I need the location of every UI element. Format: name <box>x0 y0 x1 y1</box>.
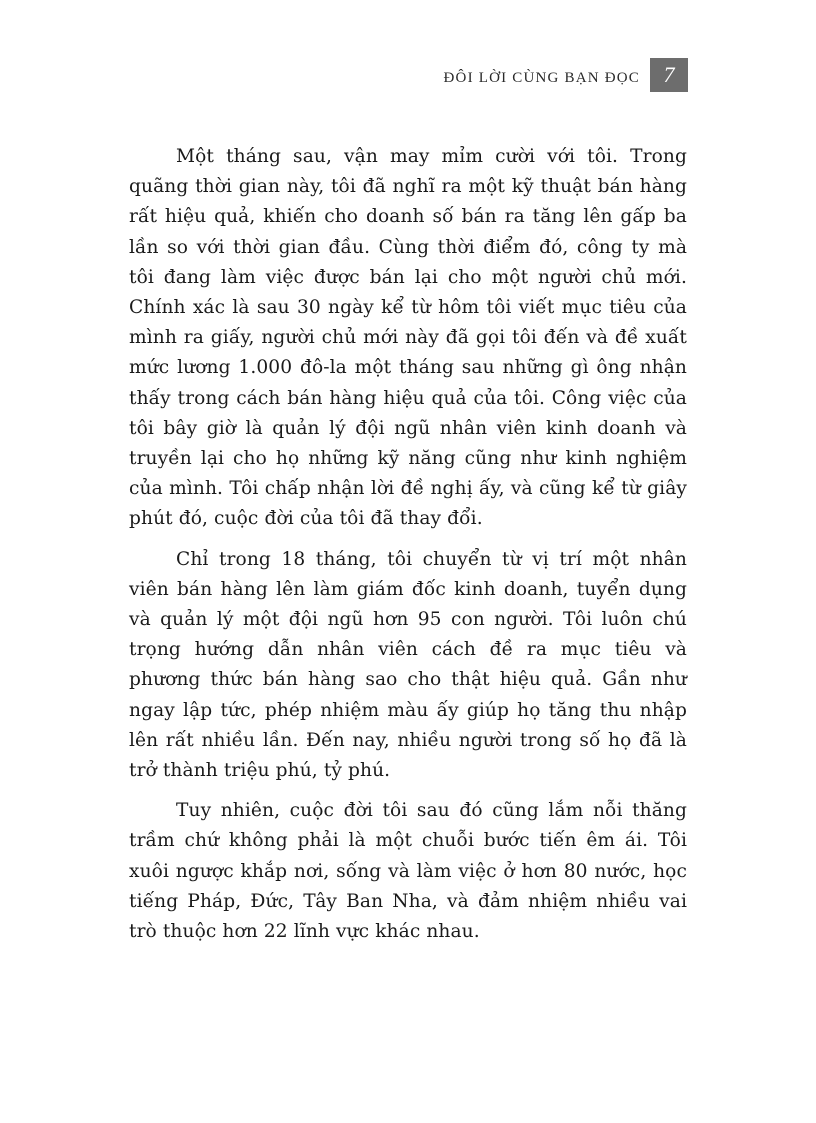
paragraph-3: Tuy nhiên, cuộc đời tôi sau đó cũng lắm nỗi thăng trầm chứ không phải là một chuỗi bước tiến êm ái. Tôi xuôi ngược khắp nơi, sống và làm việc ở hơn 80 nước, học tiếng Pháp, Đức, Tây Ban Nha, và đảm nhiệm nhiều vai trò thuộc hơn 22 lĩnh vực khác nhau. <box>129 800 687 943</box>
body-text <box>129 142 687 957</box>
running-title: ĐÔI LỜI CÙNG BẠN ĐỌC <box>443 69 640 86</box>
paragraph-2: Chỉ trong 18 tháng, tôi chuyển từ vị trí một nhân viên bán hàng lên làm giám đốc kinh doanh, tuyển dụng và quản lý một đội ngũ hơn 95 con người. Tôi luôn chú trọng hướng dẫn nhân viên cách đề ra mục tiêu và phương thức bán hàng sao cho thật hiệu quả. Gần như ngay lập tức, phép nhiệm màu ấy giúp họ tăng thu nhập lên rất nhiều lần. Đến nay, nhiều người trong số họ đã là trở thành triệu phú, tỷ phú. <box>129 548 687 782</box>
paragraph-1: Một tháng sau, vận may mỉm cười với tôi. Trong quãng thời gian này, tôi đã nghĩ ra một kỹ thuật bán hàng rất hiệu quả, khiến cho doanh số bán ra tăng lên gấp ba lần so với thời gian đầu. Cùng thời điểm đó, công ty mà tôi đang làm việc được bán lại cho một người chủ mới. Chính xác là sau 30 ngày kể từ hôm tôi viết mục tiêu của mình ra giấy, người chủ mới này đã gọi tôi đến và đề xuất mức lương 1.000 đô-la một tháng sau những gì ông nhận thấy trong cách bán hàng hiệu quả của tôi. Công việc của tôi bây giờ là quản lý đội ngũ nhân viên kinh doanh và truyền lại cho họ những kỹ năng cũng như kinh nghiệm của mình. Tôi chấp nhận lời đề nghị ấy, và cũng kể từ giây phút đó, cuộc đời của tôi đã thay đổi. <box>129 146 687 530</box>
page-number: 7 <box>650 58 688 92</box>
running-head <box>444 58 689 92</box>
